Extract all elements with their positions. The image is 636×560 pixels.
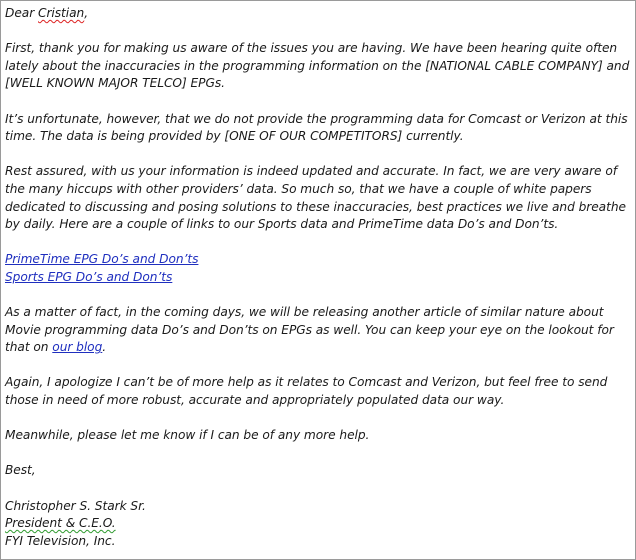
paragraph-5: Again, I apologize I can’t be of more help as it relates to Comcast and Verizon, but feel free to send those in need of more robust, accurate and appropriately populated data our way. <box>5 375 608 408</box>
greeting-suffix: , <box>84 6 89 20</box>
paragraph-3: Rest assured, with us your information is indeed updated and accurate. In fact, we are very aware of the many hiccups with other providers’ data. So much so, that we have a couple of white papers dedicated to discussing and posing solutions to these inaccuracies, best practices we live and breathe by daily. Here are a couple of links to our Sports data and PrimeTime data Do’s and Don’ts. <box>5 164 626 232</box>
paragraph-6: Meanwhile, please let me know if I can be of any more help. <box>5 428 370 443</box>
greeting-prefix: Dear <box>5 6 38 20</box>
greeting <box>5 5 631 23</box>
blog-link[interactable]: our blog <box>52 340 103 355</box>
paragraph-4-text: As a matter of fact, in the coming days, we will be releasing another article of similar nature about Movie programming data Do’s and Don’ts on EPGs as well. You can keep your eye on the lookout for that on <box>5 305 614 355</box>
paragraph-4-end: . <box>102 340 107 355</box>
paragraph-1: First, thank you for making us aware of the issues you are having. We have been hearing quite often lately about the inaccuracies in the programming information on the [NATIONAL CABLE COMPANY] and [WELL KNOWN MAJOR TELCO] EPGs. <box>5 41 630 91</box>
sports-epg-link[interactable]: Sports EPG Do’s and Don’ts <box>5 269 173 284</box>
signature-name: Christopher S. Stark Sr. <box>5 498 146 513</box>
paragraph-2: It’s unfortunate, however, that we do not provide the programming data for Comcast or Verizon at this time. The data is being provided by [ONE OF OUR COMPETITORS] currently. <box>5 111 628 144</box>
primetime-epg-link[interactable]: PrimeTime EPG Do’s and Don’ts <box>5 252 199 267</box>
links-block <box>5 251 631 286</box>
closing: Best, <box>5 463 36 478</box>
paragraph-4 <box>5 304 631 357</box>
letter-body <box>5 5 631 550</box>
greeting-name: Cristian <box>38 6 85 20</box>
signature-company: FYI Television, Inc. <box>5 533 116 548</box>
signature-title <box>5 515 631 533</box>
signature-title-text: President & C.E.O. <box>5 516 116 531</box>
